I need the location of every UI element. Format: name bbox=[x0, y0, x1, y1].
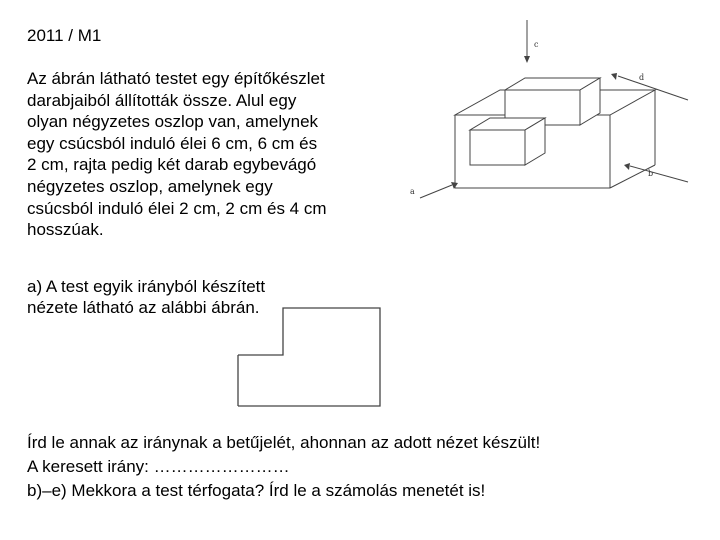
label-c: c bbox=[534, 40, 539, 49]
arrow-b bbox=[630, 166, 688, 182]
problem-title: 2011 / M1 bbox=[27, 26, 102, 45]
view-mask bbox=[283, 304, 383, 319]
arrow-d-head bbox=[611, 73, 617, 80]
problem-line: egy csúcsból induló élei 6 cm, 6 cm és bbox=[27, 133, 318, 153]
instruction-line: b)–e) Mekkora a test térfogata? Írd le a számolás menetét is! bbox=[27, 481, 486, 500]
question-a-line: nézete látható az alábbi ábrán. bbox=[27, 298, 260, 317]
front-block-front bbox=[470, 130, 525, 165]
answer-line[interactable]: A keresett irány: …………………… bbox=[27, 457, 290, 476]
instruction-line: Írd le annak az iránynak a betűjelét, ahonnan az adott nézet készült! bbox=[27, 433, 541, 452]
arrow-b-head bbox=[624, 163, 630, 170]
arrow-d bbox=[618, 76, 688, 100]
problem-line: négyzetes oszlop, amelynek egy bbox=[27, 176, 273, 196]
problem-line: csúcsból induló élei 2 cm, 2 cm és 4 cm bbox=[27, 198, 327, 218]
problem-line: darabjaiból állították össze. Alul egy bbox=[27, 90, 297, 110]
view-outline bbox=[238, 308, 380, 406]
problem-line: 2 cm, rajta pedig két darab egybevágó bbox=[27, 155, 317, 175]
label-a: a bbox=[410, 187, 415, 196]
question-a-line: a) A test egyik irányból készített bbox=[27, 277, 266, 296]
label-d: d bbox=[639, 73, 645, 82]
label-b: b bbox=[648, 169, 654, 178]
solid-figure bbox=[455, 78, 655, 188]
arrow-c-head bbox=[524, 56, 530, 63]
problem-line: hosszúak. bbox=[27, 220, 104, 240]
arrow-a bbox=[420, 185, 452, 198]
problem-line: Az ábrán látható testet egy építőkészlet bbox=[27, 69, 325, 88]
problem-line: olyan négyzetes oszlop van, amelynek bbox=[27, 112, 319, 132]
